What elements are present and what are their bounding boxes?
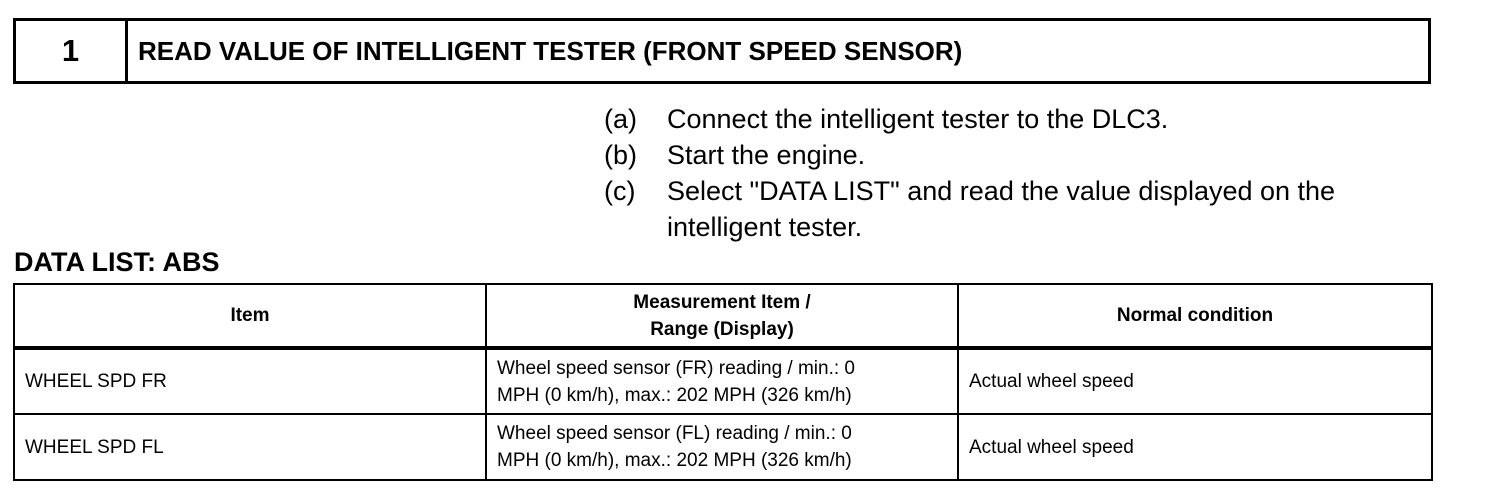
step-title: READ VALUE OF INTELLIGENT TESTER (FRONT SPEED SENSOR): [138, 35, 963, 66]
table-row: [14, 414, 1432, 480]
header-measurement: [486, 284, 958, 348]
data-list-table: [13, 283, 1433, 481]
cell-measurement-line2: MPH (0 km/h), max.: 202 MPH (326 km/h): [497, 450, 852, 471]
cell-item: WHEEL SPD FR: [14, 348, 486, 414]
cell-measurement-line2: MPH (0 km/h), max.: 202 MPH (326 km/h): [497, 384, 852, 406]
header-normal-condition: Normal condition: [958, 284, 1432, 348]
instruction-label: (c): [604, 176, 636, 206]
cell-item: WHEEL SPD FL: [14, 414, 486, 480]
cell-normal-condition: Actual wheel speed: [958, 414, 1432, 480]
instruction-item: [604, 137, 1434, 173]
instruction-text: Start the engine.: [667, 140, 866, 170]
cell-measurement-line1: Wheel speed sensor (FL) reading / min.: 0: [497, 423, 852, 444]
instruction-text: Connect the intelligent tester to the DLC3.: [667, 104, 1169, 134]
cell-measurement: [486, 414, 958, 480]
cell-measurement-line1: Wheel speed sensor (FR) reading / min.: 0: [497, 357, 855, 379]
instruction-item: [604, 101, 1434, 137]
header-measurement-line2: Range (Display): [650, 318, 794, 340]
header-measurement-line1: Measurement Item /: [633, 291, 811, 313]
instruction-list: [604, 101, 1434, 245]
cell-measurement: [486, 348, 958, 414]
step-number: 1: [16, 21, 128, 81]
instruction-text: Select "DATA LIST" and read the value displayed on the intelligent tester.: [667, 176, 1336, 242]
instruction-label: (b): [604, 140, 637, 170]
cell-normal-condition: Actual wheel speed: [958, 348, 1432, 414]
instruction-item: [604, 173, 1434, 245]
table-header-row: [14, 284, 1432, 348]
step-header: [13, 18, 1431, 84]
header-item: Item: [14, 284, 486, 348]
table-row: [14, 348, 1432, 414]
section-title: DATA LIST: ABS: [14, 247, 220, 277]
instruction-label: (a): [604, 104, 637, 134]
